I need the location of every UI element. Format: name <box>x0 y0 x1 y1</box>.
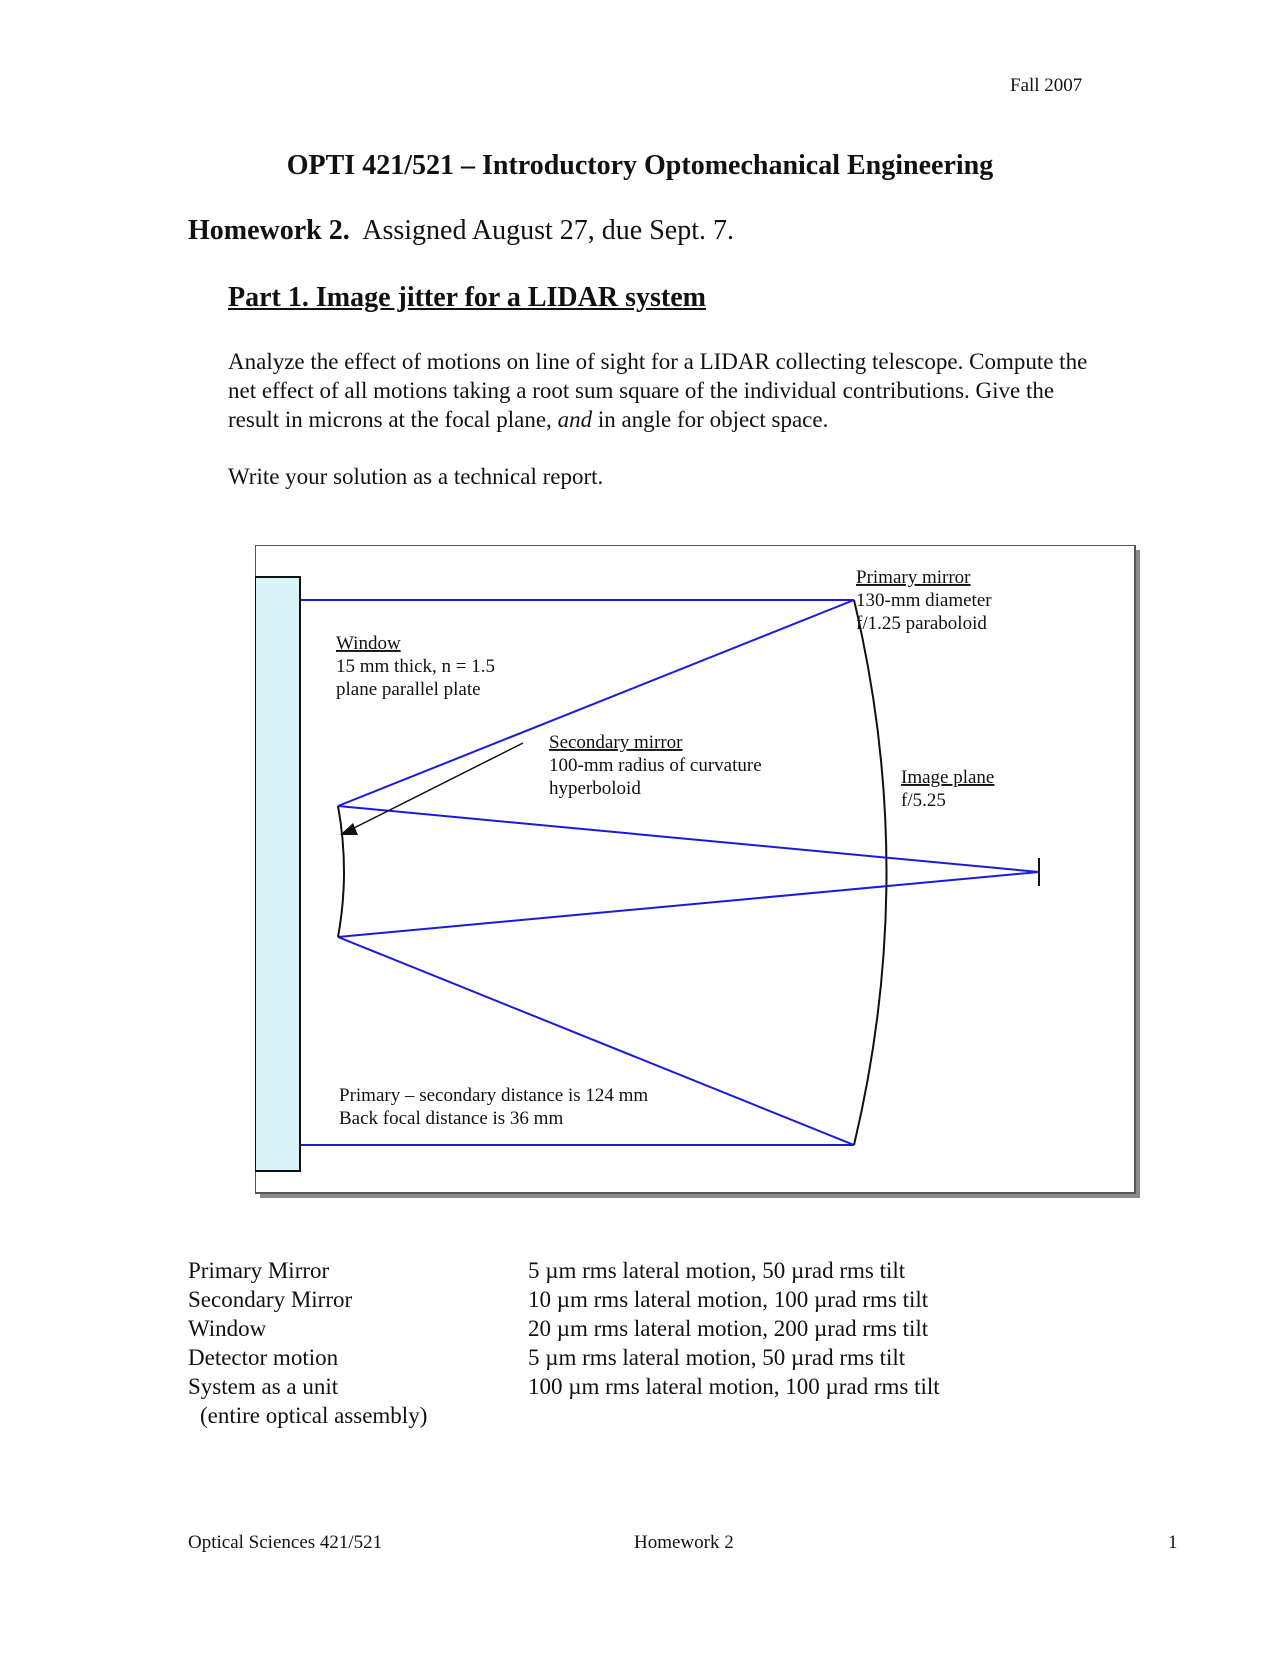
intro-p1-tail: in angle for object space. <box>592 407 829 432</box>
telescope-diagram <box>255 545 1155 1205</box>
empty-cell <box>528 1401 940 1430</box>
motions-note: (entire optical assembly) <box>200 1403 428 1428</box>
component-cell: Window <box>188 1316 267 1341</box>
motion-spec-table <box>188 1256 940 1430</box>
image-plane-label: Image plane f/5.25 <box>901 767 995 811</box>
footer-course: Optical Sciences 421/521 <box>188 1532 383 1553</box>
footer-page-number: 1 <box>1168 1532 1178 1553</box>
component-note-cell <box>188 1401 528 1430</box>
spec-cell: 20 µm rms lateral motion, 200 µrad rms tilt <box>528 1316 929 1341</box>
homework-assignment: Assigned August 27, due Sept. 7. <box>362 215 735 246</box>
component-cell: System as a unit <box>188 1374 339 1399</box>
component-cell: Secondary Mirror <box>188 1287 353 1312</box>
table-row <box>188 1256 940 1285</box>
table-row <box>188 1372 940 1401</box>
intro-p1-emphasis: and <box>557 407 593 432</box>
table-row <box>188 1285 940 1314</box>
header-semester: Fall 2007 <box>1010 75 1083 96</box>
intro-p1-text: Analyze the effect of motions on line of sight for a LIDAR collecting telescope. Compute the net effect of all motions taking a root sum square of the individual contributions. Give the result in microns at the focal plane, <box>228 349 1088 432</box>
part-heading: Part 1. Image jitter for a LIDAR system <box>228 282 706 313</box>
component-cell: Primary Mirror <box>188 1258 330 1283</box>
course-title: OPTI 421/521 – Introductory Optomechanical Engineering <box>286 150 994 181</box>
homework-label: Homework 2. <box>188 215 350 246</box>
intro-paragraph-1 <box>228 347 1088 434</box>
intro-text <box>228 347 1088 519</box>
table-row <box>188 1401 940 1430</box>
table-row <box>188 1343 940 1372</box>
spec-cell: 100 µm rms lateral motion, 100 µrad rms tilt <box>528 1374 940 1399</box>
secondary-label: Secondary mirror 100-mm radius of curvature hyperboloid <box>549 732 762 799</box>
table-row <box>188 1314 940 1343</box>
distance-label: Primary – secondary distance is 124 mm Back focal distance is 36 mm <box>339 1085 649 1129</box>
spec-cell: 5 µm rms lateral motion, 50 µrad rms tilt <box>528 1258 906 1283</box>
window-plate <box>255 577 300 1171</box>
primary-label: Primary mirror 130-mm diameter f/1.25 paraboloid <box>856 567 992 634</box>
homework-line <box>188 215 734 247</box>
window-label: Window 15 mm thick, n = 1.5 plane parallel plate <box>336 633 496 700</box>
spec-cell: 10 µm rms lateral motion, 100 µrad rms tilt <box>528 1287 929 1312</box>
spec-cell: 5 µm rms lateral motion, 50 µrad rms tilt <box>528 1345 906 1370</box>
footer-homework: Homework 2 <box>634 1532 734 1553</box>
intro-paragraph-2: Write your solution as a technical report. <box>228 464 604 489</box>
component-cell: Detector motion <box>188 1345 339 1370</box>
